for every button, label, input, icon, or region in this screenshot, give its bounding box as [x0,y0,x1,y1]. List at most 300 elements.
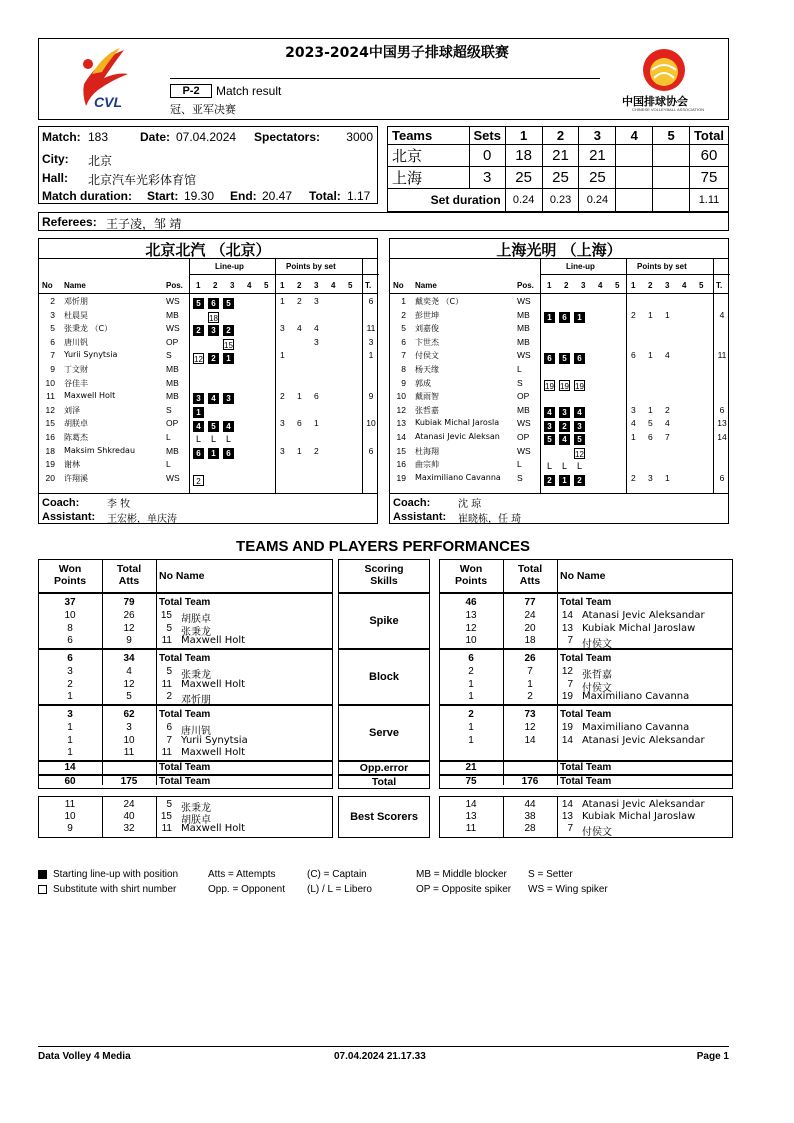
opp_error-label: Opp.error [359,762,409,774]
player-position: S [517,377,523,388]
perf-player-name: 张哲嘉 [582,669,612,681]
player-lineup [193,472,208,490]
player-name: 卞世杰 [415,337,439,347]
perf-player-name: Maxwell Holt [181,678,246,690]
player-position: MB [166,309,179,320]
player-number: 18 [45,445,55,456]
set-duration-value: 0.24 [505,189,542,212]
libero-mark: L [561,461,567,472]
player-position: MB [166,364,179,374]
atts-value: 1 [527,678,533,690]
player-set-points: 1 [280,296,285,306]
lineup-mark: 3 [544,421,555,432]
player-set-points: 4 [665,350,670,361]
set-duration-value [616,189,653,212]
lineup-mark: 4 [574,407,585,418]
score-cell-s3: 25 [579,167,616,189]
opp_error-team-label: Total Team [159,762,211,773]
player-set-points: 6 [631,350,636,361]
lineup-mark: 3 [574,421,585,432]
player-set-points: 3 [280,445,285,456]
total-header: T. [716,281,723,290]
player-lineup [193,349,238,367]
set-duration-total: 1.11 [689,189,728,212]
won-value: 6 [67,635,73,647]
points-header: Points by set [286,262,336,271]
total-team-label: Total Team [159,709,211,720]
player-position: WS [517,296,531,306]
points-set-header: 4 [682,281,687,290]
player-position: S [166,404,172,415]
lineup-mark: 3 [559,407,570,418]
atts-value: 12 [123,678,135,690]
best-won: 13 [465,811,477,822]
perf-player-no: 11 [161,635,172,647]
skill-name: Spike [369,615,399,627]
player-number: 5 [50,323,55,334]
team-name-rule [39,258,377,259]
player-number: 10 [396,391,406,402]
best-player-name: 付侯文 [582,827,612,838]
best-won: 9 [67,823,73,834]
match-number: 183 [88,130,109,144]
player-name: 丁文财 [64,365,88,374]
player-set-points: 3 [648,472,653,483]
player-name: 杜海翔 [415,446,439,456]
perf-player-no: 15 [160,609,172,621]
roster-home [38,238,378,524]
opp_error-won: 14 [64,762,76,773]
libero-mark: L [210,434,216,445]
coach-rule [390,493,728,494]
lineup-mark: 4 [223,421,234,432]
perf-player-no: 12 [561,665,573,677]
score-cell-s3: 21 [579,145,616,167]
player-set-points: 1 [314,418,319,429]
perf-player-name: Maximiliano Cavanna [582,721,690,733]
score-header-row [388,127,729,145]
atts-value: 79 [123,597,135,608]
libero-mark: L [576,461,582,472]
lineup-mark: 3 [193,393,204,404]
city-value: 北京 [88,154,113,168]
player-set-points: 2 [314,445,319,456]
pos-header: Pos. [517,281,534,290]
player-number: 15 [45,418,55,429]
player-lineup [544,472,589,490]
assistant-name: 崔晓栋，任 琦 [458,514,522,525]
date-label: Date: [140,130,171,144]
points-set-header: 5 [699,281,704,290]
legend-item: Substitute with shirt number [53,884,177,895]
team-name: 北京北汽 （北京） [145,241,271,259]
city-label: City: [42,152,69,166]
player-number: 19 [45,459,55,470]
perf-player-name: Yurii Synytsia [181,734,248,746]
perf-player-no: 19 [561,721,573,733]
player-number: 12 [396,404,406,415]
player-total-points: 11 [717,350,727,361]
perf-player-no: 7 [567,678,573,690]
won-value: 2 [468,709,474,720]
no-header: No [42,281,53,290]
lineup-mark: 6 [223,448,234,459]
player-total-points: 1 [368,350,374,361]
lineup-mark: 5 [193,298,204,309]
legend-item: WS = Wing spiker [528,884,608,895]
player-set-points: 7 [665,432,670,442]
best-player-no: 14 [561,799,573,810]
player-position: MB [517,404,530,415]
points-set-header: 5 [348,281,353,290]
perf-player-no: 2 [166,691,172,703]
player-set-points: 6 [314,391,319,402]
scoring-skills-header: Scoring Skills [364,563,404,587]
doc-stage: 冠、亚军决赛 [170,103,236,116]
legend-item: OP = Opposite spiker [416,884,512,895]
lineup-mark: 6 [544,353,555,364]
lineup-mark: 6 [559,312,570,323]
perf-player-no: 5 [166,665,172,677]
player-set-points: 6 [648,432,653,442]
perf-player-no: 13 [561,622,573,634]
won-value: 1 [67,721,73,733]
lineup-mark: 1 [574,312,585,323]
coach-rule [39,493,377,494]
doc-type: Match result [216,84,282,98]
score-cell-s4 [616,167,653,189]
atts-value: 20 [524,622,536,634]
skill-name: Serve [369,727,399,739]
player-position: WS [166,323,180,334]
best-won: 10 [64,811,76,822]
perf-player-name: 付侯文 [582,682,612,694]
cva-logo-text: 中国排球协会 [622,95,688,108]
spectators-label: Spectators: [254,130,321,144]
total-label: Total: [309,189,341,203]
score-header-cell: 5 [653,127,690,145]
won-value: 6 [67,653,73,664]
libero-mark: L [225,434,231,445]
player-position: MB [166,377,179,388]
player-position: WS [166,472,180,483]
player-set-points: 3 [280,418,285,429]
player-set-points: 3 [631,404,636,415]
player-number: 2 [50,296,55,306]
player-total-points: 13 [717,418,727,429]
lineup-mark: 6 [574,353,585,364]
player-number: 2 [401,309,406,320]
atts-value: 18 [524,635,536,647]
lineup-mark: 1 [559,475,570,486]
referees-box [38,212,729,231]
page-title: 2023-2024中国男子排球超级联赛 [285,45,509,61]
perf-player-no: 14 [561,609,573,621]
atts-value: 24 [524,609,536,621]
won-value: 12 [465,622,477,634]
lineup-header: Line-up [215,262,244,271]
perf-player-no: 14 [561,734,573,746]
perf-player-name: Atanasi Jevic Aleksandar [582,609,705,621]
start-label: Start: [147,189,179,203]
set-duration-row [388,189,729,212]
atts-value: 11 [123,747,135,759]
perf-player-name: 张秉龙 [181,626,211,638]
total-header: T. [365,281,372,290]
player-name: 胡朕卓 [64,419,88,429]
footer-left: Data Volley 4 Media [38,1051,131,1062]
legend-item: Starting line-up with position [53,869,179,880]
set-duration-value: 0.23 [542,189,579,212]
score-cell-team: 北京 [388,145,470,167]
player-name: 付侯文 [415,351,439,361]
header-rule-mid [540,274,730,275]
won-value: 1 [67,747,73,759]
player-total-points: 6 [719,404,725,415]
points-set-header: 3 [314,281,319,290]
title-underline [170,78,600,79]
substitute-swatch [38,885,47,894]
legend-item: (C) = Captain [307,869,367,880]
player-total-points: 6 [719,472,725,483]
points-set-header: 2 [648,281,653,290]
player-name: 许翔溪 [64,473,88,483]
total-atts-header: Total Atts [517,563,543,587]
perf-player-name: Maximiliano Cavanna [582,691,690,703]
player-lineup [544,349,589,367]
player-name: Yurii Synytsia [64,350,118,360]
total-team-label: Total Team [560,776,612,787]
won-value: 3 [67,665,73,677]
perf-player-no: 19 [561,691,573,703]
player-position: L [517,364,522,374]
won-value: 46 [465,597,477,608]
perf-player-no: 6 [166,721,172,733]
perf-player-no: 7 [567,635,573,647]
player-position: WS [517,445,531,456]
lineup-mark: 2 [559,421,570,432]
score-header-cell: 3 [579,127,616,145]
won-value: 3 [67,709,73,720]
performance-section [38,559,733,844]
player-position: L [517,459,522,470]
no-name-header: No Name [560,570,606,582]
score-header-cell: Total [689,127,728,145]
player-name: 郭成 [415,378,431,388]
set-duration-value: 0.24 [579,189,616,212]
player-set-points: 1 [648,309,653,320]
player-name: 陈葛杰 [64,433,88,442]
player-position: MB [166,391,179,402]
assistant-label: Assistant: [393,511,447,523]
player-number: 16 [45,432,55,442]
atts-value: 9 [126,635,132,647]
atts-value: 73 [524,709,536,720]
perf-player-no: 7 [166,734,172,746]
cva-logo-sub: CHINESE VOLLEYBALL ASSOCIATION [632,107,705,112]
perf-player-no: 5 [166,622,172,634]
best-player-no: 13 [561,811,573,822]
player-total-points: 14 [717,432,727,442]
score-cell-s1: 18 [505,145,542,167]
won-value: 1 [468,721,474,733]
hall-value: 北京汽车光彩体育馆 [88,173,197,187]
player-name: 彭世坤 [415,310,439,320]
points-set-header: 1 [280,281,285,290]
player-number: 16 [396,459,406,470]
score-cell-s4 [616,145,653,167]
score-header-cell: Teams [388,127,470,145]
lineup-mark: 2 [544,475,555,486]
best-atts: 44 [524,799,536,810]
best-player-no: 11 [161,823,172,834]
match-label: Match: [42,130,81,144]
end-value: 20.47 [262,189,293,203]
player-name: 戴雨智 [415,392,439,402]
legend-item: S = Setter [528,869,573,880]
lineup-mark: 1 [544,312,555,323]
footer-right: Page 1 [696,1051,729,1062]
player-number: 13 [396,418,406,429]
player-position: WS [517,350,531,361]
lineup-mark: 1 [208,448,219,459]
team-name: 上海光明 （上海） [496,241,622,259]
points-header: Points by set [637,262,687,271]
cvl-logo-text: CVL [94,94,122,110]
referees-label: Referees: [42,215,97,229]
total-team-label: Total Team [159,653,211,664]
player-position: S [166,350,172,361]
perf-player-name: 胡朕卓 [181,613,211,625]
score-cell-sets: 3 [469,167,505,189]
player-set-points: 1 [665,472,670,483]
atts-value: 77 [524,597,536,608]
player-total-points: 4 [719,309,725,320]
player-set-points: 1 [648,350,653,361]
player-number: 10 [45,377,55,388]
player-name: 刘嘉俊 [415,324,439,334]
atts-value: 26 [123,609,135,621]
player-set-points: 4 [297,323,302,334]
player-total-points: 6 [368,445,374,456]
spectators-value: 3000 [346,130,373,144]
perf-player-name: Maxwell Holt [181,747,246,759]
won-value: 2 [67,678,73,690]
player-number: 6 [401,336,406,347]
hall-label: Hall: [42,171,69,185]
player-set-points: 2 [631,472,636,483]
lineup-mark: 4 [544,407,555,418]
score-cell-s5 [653,145,690,167]
lineup-mark: 6 [193,448,204,459]
perf-player-name: Atanasi Jevic Aleksandar [582,734,705,746]
player-set-points: 4 [631,418,636,429]
atts-value: 4 [126,665,132,677]
atts-value: 3 [126,721,132,733]
lineup-set-header: 2 [213,281,218,290]
perf-player-name: 付侯文 [582,639,612,651]
coach-label: Coach: [42,497,80,509]
lineup-mark: 3 [208,325,219,336]
player-set-points: 2 [631,309,636,320]
lineup-mark: 4 [208,393,219,404]
score-header-cell: 4 [616,127,653,145]
won-points-header: Won Points [53,563,87,587]
score-header-cell: Sets [469,127,505,145]
player-number: 14 [396,432,406,442]
lineup-set-header: 2 [564,281,569,290]
player-position: WS [166,296,180,306]
player-set-points: 4 [314,323,319,334]
player-name: 谷佳丰 [64,378,88,388]
player-name: Kubiak Michal Jarosla [415,418,500,428]
player-set-points: 1 [297,391,302,402]
score-header-cell: 2 [542,127,579,145]
player-set-points: 2 [665,404,670,415]
player-name: 谢林 [64,460,80,470]
lineup-mark: 2 [208,353,219,364]
best-atts: 28 [524,823,536,834]
legend-item: Atts = Attempts [208,869,276,880]
coach-name: 沈 琼 [458,499,482,510]
header-rule-bottom [390,293,728,294]
atts-value: 12 [524,721,536,733]
start-value: 19.30 [184,189,215,203]
score-table [387,126,729,207]
player-number: 6 [50,336,55,347]
player-position: MB [166,445,179,456]
player-name: 曲宗帅 [415,460,439,470]
atts-value: 10 [123,734,135,746]
lineup-set-header: 4 [247,281,252,290]
atts-value: 14 [524,734,536,746]
total-label: Total [371,776,397,788]
lineup-set-header: 5 [264,281,269,290]
no-header: No [393,281,404,290]
player-set-points: 3 [314,296,319,306]
coach-label: Coach: [393,497,431,509]
player-number: 9 [401,377,406,388]
player-set-points: 2 [297,296,302,306]
best-atts: 40 [123,811,135,822]
lineup-mark: 4 [193,421,204,432]
player-set-points: 5 [648,418,653,429]
total-value: 1.17 [347,189,371,203]
player-total-points: 6 [368,296,374,306]
score-cell-total: 60 [689,145,728,167]
player-set-points: 6 [297,418,302,429]
player-name: 刘泽 [64,405,80,415]
atts-value: 7 [527,665,533,677]
won-value: 1 [468,678,474,690]
player-number: 20 [45,472,55,483]
team-name-rule [390,258,728,259]
end-label: End: [230,189,257,203]
best-player-no: 15 [160,811,172,822]
player-lineup [193,445,238,463]
legend-item: Opp. = Opponent [208,884,286,895]
player-name: Maximiliano Cavanna [415,472,501,482]
doc-code-text: P-2 [182,85,200,97]
total-atts-header: Total Atts [116,563,142,587]
legend-item: (L) / L = Libero [307,884,372,895]
score-cell-s2: 21 [542,145,579,167]
lineup-mark: 5 [223,298,234,309]
player-set-points: 1 [280,350,285,361]
libero-mark: L [546,461,552,472]
player-position: OP [166,336,179,347]
match-info-box [38,126,378,204]
